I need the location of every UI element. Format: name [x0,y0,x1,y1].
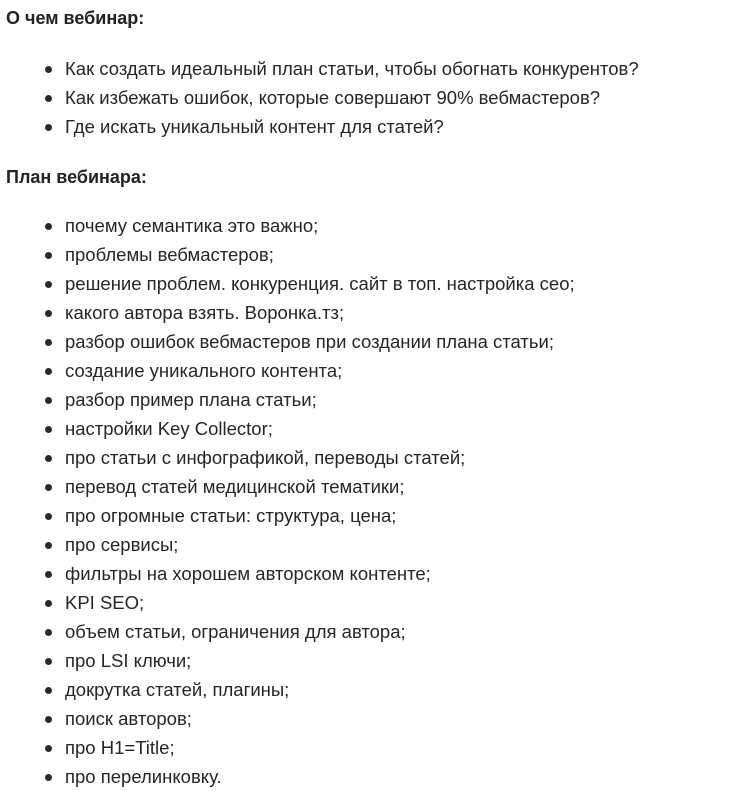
list-item-text: разбор ошибок вебмастеров при создании плана статьи; [65,331,555,352]
list-item-text: про огромные статьи: структура, цена; [65,505,397,526]
list-item-text: разбор пример плана статьи; [65,389,317,410]
list-item-text: поиск авторов; [65,708,192,729]
bullet-dot-icon [45,339,52,346]
bullet-dot-icon [45,455,52,462]
list-item [0,588,735,617]
list-item-text: про H1=Title; [65,737,175,758]
list-item-text: решение проблем. конкуренция. сайт в топ. настройка сео; [65,273,575,294]
list-item-text: про перелинковку. [65,766,222,787]
list-item-text: почему семантика это важно; [65,215,319,236]
bullet-dot-icon [45,397,52,404]
list-item [0,211,735,240]
webinar-plan-list [0,211,735,791]
list-item-text: Как избежать ошибок, которые совершают 90% вебмастеров? [65,87,601,108]
bullet-dot-icon [45,95,52,102]
list-item [0,298,735,327]
bullet-dot-icon [45,66,52,73]
list-item-text: фильтры на хорошем авторском контенте; [65,563,431,584]
list-item [0,83,735,112]
list-item-text: перевод статей медицинской тематики; [65,476,405,497]
bullet-dot-icon [45,542,52,549]
bullet-dot-icon [45,124,52,131]
list-item-text: объем статьи, ограничения для автора; [65,621,406,642]
bullet-dot-icon [45,310,52,317]
bullet-dot-icon [45,571,52,578]
list-item-text: проблемы вебмастеров; [65,244,274,265]
bullet-dot-icon [45,223,52,230]
list-item-text: про статьи с инфографикой, переводы статей; [65,447,466,468]
list-item [0,472,735,501]
list-item [0,356,735,385]
list-item [0,530,735,559]
bullet-dot-icon [45,774,52,781]
bullet-dot-icon [45,252,52,259]
bullet-dot-icon [45,629,52,636]
bullet-dot-icon [45,426,52,433]
list-item-text: KPI SEO; [65,592,145,613]
list-item [0,762,735,791]
list-item [0,385,735,414]
list-item-text: докрутка статей, плагины; [65,679,290,700]
list-item [0,327,735,356]
list-item [0,501,735,530]
bullet-dot-icon [45,368,52,375]
list-item [0,646,735,675]
list-item [0,617,735,646]
bullet-dot-icon [45,716,52,723]
bullet-dot-icon [45,745,52,752]
bullet-dot-icon [45,600,52,607]
list-item-text: настройки Key Collector; [65,418,273,439]
list-item-text: Как создать идеальный план статьи, чтобы обогнать конкурентов? [65,58,639,79]
list-item [0,675,735,704]
list-item [0,240,735,269]
bullet-dot-icon [45,281,52,288]
list-item-text: про сервисы; [65,534,179,555]
list-item [0,112,735,141]
about-webinar-heading: О чем вебинар: [6,8,145,28]
about-webinar-list [0,54,735,141]
list-item [0,269,735,298]
list-item-text: про LSI ключи; [65,650,192,671]
list-item [0,443,735,472]
bullet-dot-icon [45,513,52,520]
list-item [0,704,735,733]
bullet-dot-icon [45,687,52,694]
list-item [0,559,735,588]
list-item-text: какого автора взять. Воронка.тз; [65,302,345,323]
list-item-text: Где искать уникальный контент для статей? [65,116,444,137]
bullet-dot-icon [45,484,52,491]
bullet-dot-icon [45,658,52,665]
list-item-text: создание уникального контента; [65,360,343,381]
list-item [0,733,735,762]
list-item [0,54,735,83]
list-item [0,414,735,443]
webinar-plan-heading: План вебинара: [6,167,147,187]
